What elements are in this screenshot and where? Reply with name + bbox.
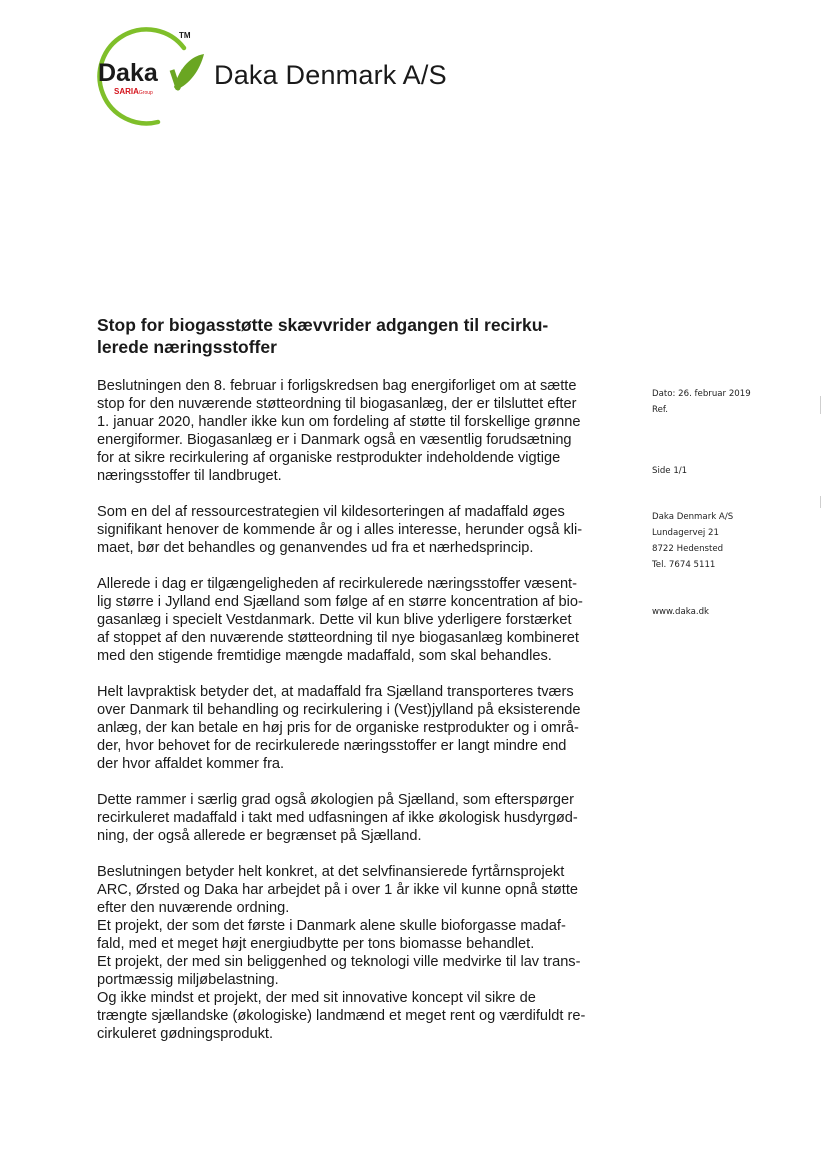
paragraph xyxy=(97,863,617,1043)
paragraph xyxy=(97,377,617,485)
daka-logo xyxy=(88,26,208,128)
logo-trademark: TM xyxy=(179,31,191,40)
company-name-header: Daka Denmark A/S xyxy=(214,60,447,90)
text-line: der hvor affaldet kommer fra. xyxy=(97,756,285,772)
address-line: Tel. 7674 5111 xyxy=(652,560,716,570)
text-line: gasanlæg i specielt Vestdanmark. Dette vil kun blive yderligere forstærket xyxy=(97,612,572,628)
sidebar-date-block xyxy=(652,386,751,418)
logo-sub-brand: SARIAGroup xyxy=(114,87,153,96)
page-number: Side 1/1 xyxy=(652,466,688,476)
paragraph xyxy=(97,503,617,557)
address-line: Daka Denmark A/S xyxy=(652,512,734,522)
text-line: anlæg, der kan betale en høj pris for de organiske restprodukter og i områ- xyxy=(97,720,579,736)
text-line: Beslutningen betyder helt konkret, at det selvfinansierede fyrtårnsprojekt xyxy=(97,864,565,880)
document-ref: Ref. xyxy=(652,405,669,415)
text-line: ARC, Ørsted og Daka har arbejdet på i over 1 år ikke vil kunne opnå støtte xyxy=(97,882,579,898)
text-line: for at sikre recirkulering af organiske restprodukter indeholdende vigtige xyxy=(97,450,561,466)
text-line: Beslutningen den 8. februar i forligskredsen bag energiforliget om at sætte xyxy=(97,378,577,394)
text-line: Et projekt, der som det første i Danmark alene skulle bioforgasse madaf- xyxy=(97,918,566,934)
text-line: ning, der også allerede er begrænset på Sjælland. xyxy=(97,828,422,844)
text-line: af stoppet af den nuværende støtteordning til nye biogasanlæg kombineret xyxy=(97,630,579,646)
text-line: fald, med et meget højt energiudbytte per tons biomasse behandlet. xyxy=(97,936,535,952)
text-line: over Danmark til behandling og recirkulering i (Vest)jylland på eksisterende xyxy=(97,702,581,718)
text-line: Dette rammer i særlig grad også økologien på Sjælland, som efterspørger xyxy=(97,792,574,808)
document-body xyxy=(97,377,617,1043)
text-line: næringsstoffer til landbruget. xyxy=(97,468,282,484)
text-line: recirkuleret madaffald i takt med udfasningen af ikke økologisk husdyrgød- xyxy=(97,810,578,826)
text-line: signifikant henover de kommende år og i alles interesse, herunder også kli- xyxy=(97,522,583,538)
paragraph xyxy=(97,791,617,845)
document-date: Dato: 26. februar 2019 xyxy=(652,389,751,399)
text-line: energiformer. Biogasanlæg er i Danmark også en væsentlig forudsætning xyxy=(97,432,572,448)
scan-edge-mark xyxy=(820,496,821,508)
text-line: portmæssig miljøbelastning. xyxy=(97,972,279,988)
text-line: med den stigende fremtidige mængde madaffald, som skal behandles. xyxy=(97,648,552,664)
scan-edge-mark xyxy=(820,396,821,414)
text-line: stop for den nuværende støtteordning til biogasanlæg, der er tilsluttet efter xyxy=(97,396,577,412)
text-line: Og ikke mindst et projekt, der med sit innovative koncept vil sikre de xyxy=(97,990,536,1006)
text-line: lig større i Jylland end Sjælland som følge af en større koncentration af bio- xyxy=(97,594,583,610)
text-line: Som en del af ressourcestrategien vil kildesorteringen af madaffald øges xyxy=(97,504,565,520)
sidebar-address xyxy=(652,509,733,573)
document-title xyxy=(97,314,617,358)
text-line: Et projekt, der med sin beliggenhed og teknologi ville medvirke til lav trans- xyxy=(97,954,581,970)
text-line: trængte sjællandske (økologiske) landmænd et meget rent og værdifuldt re- xyxy=(97,1008,586,1024)
text-line: efter den nuværende ordning. xyxy=(97,900,290,916)
title-line: lerede næringsstoffer xyxy=(97,337,277,357)
address-line: Lundagervej 21 xyxy=(652,528,719,538)
text-line: Allerede i dag er tilgængeligheden af recirkulerede næringsstoffer væsent- xyxy=(97,576,577,592)
title-line: Stop for biogasstøtte skævvrider adgangen til recirku- xyxy=(97,315,549,335)
address-line: 8722 Hedensted xyxy=(652,544,724,554)
text-line: cirkuleret gødningsprodukt. xyxy=(97,1026,274,1042)
text-line: 1. januar 2020, handler ikke kun om fordeling af støtte til forskellige grønne xyxy=(97,414,581,430)
text-line: Helt lavpraktisk betyder det, at madaffald fra Sjælland transporteres tværs xyxy=(97,684,574,700)
paragraph xyxy=(97,575,617,665)
text-line: maet, bør det behandles og genanvendes ud fra et nærhedsprincip. xyxy=(97,540,534,556)
website-link: www.daka.dk xyxy=(652,607,710,617)
logo-wordmark: Daka xyxy=(98,59,158,87)
paragraph xyxy=(97,683,617,773)
text-line: der, hvor behovet for de recirkulerede næringsstoffer er langt mindre end xyxy=(97,738,567,754)
